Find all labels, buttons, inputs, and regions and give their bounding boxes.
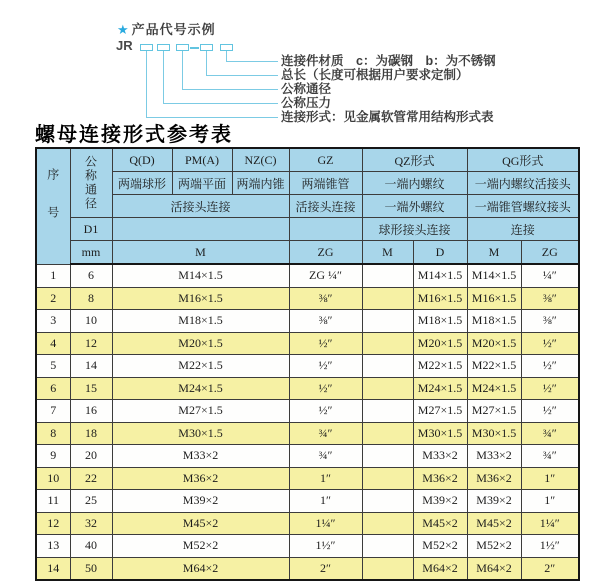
header-group-code: QZ形式 xyxy=(362,148,467,172)
label-nominal-diameter: 公称通径 xyxy=(281,82,332,96)
cell-gz: ⅜″ xyxy=(289,310,362,333)
cell-no: 2 xyxy=(36,287,70,310)
cell-no: 10 xyxy=(36,467,70,490)
cell-qg_zg: 2″ xyxy=(521,557,579,580)
cell-qg_m: M45×2 xyxy=(467,512,521,535)
cell-no: 8 xyxy=(36,422,70,445)
cell-dn: 16 xyxy=(70,400,112,423)
cell-no: 14 xyxy=(36,557,70,580)
header-group-code: QG形式 xyxy=(467,148,579,172)
cell-gz: ¾″ xyxy=(289,445,362,468)
table-header xyxy=(36,148,579,264)
cell-qz_m xyxy=(362,490,413,513)
cell-qz_d: M27×1.5 xyxy=(413,400,467,423)
label-nominal-pressure: 公称压力 xyxy=(281,96,332,110)
cell-gz: ½″ xyxy=(289,355,362,378)
cell-qg_m: M30×1.5 xyxy=(467,422,521,445)
table-row xyxy=(36,377,579,400)
cell-m: M30×1.5 xyxy=(112,422,289,445)
label-material: 连接件材质 c：为碳钢 b：为不锈钢 xyxy=(281,54,496,68)
cell-m: M18×1.5 xyxy=(112,310,289,333)
cell-gz: 1″ xyxy=(289,490,362,513)
table-row xyxy=(36,490,579,513)
cell-qg_m: M52×2 xyxy=(467,535,521,558)
cell-gz: 2″ xyxy=(289,557,362,580)
header-unit: M xyxy=(112,241,289,265)
cell-qg_zg: ½″ xyxy=(521,332,579,355)
table-row xyxy=(36,557,579,580)
table-row xyxy=(36,445,579,468)
cell-qz_m xyxy=(362,264,413,287)
cell-qg_m: M20×1.5 xyxy=(467,332,521,355)
cell-qz_d: M39×2 xyxy=(413,490,467,513)
cell-gz: ½″ xyxy=(289,377,362,400)
header-connection: 活接头连接 xyxy=(289,195,362,218)
cell-qz_d: M64×2 xyxy=(413,557,467,580)
table-body xyxy=(36,264,579,580)
table-row xyxy=(36,535,579,558)
cell-m: M52×2 xyxy=(112,535,289,558)
cell-qz_m xyxy=(362,332,413,355)
cell-dn: 8 xyxy=(70,287,112,310)
cell-qz_d: M16×1.5 xyxy=(413,287,467,310)
cell-qg_zg: 1¼″ xyxy=(521,512,579,535)
header-unit: ZG xyxy=(289,241,362,265)
nut-connection-reference-table xyxy=(35,147,580,581)
cell-qz_m xyxy=(362,445,413,468)
cell-no: 11 xyxy=(36,490,70,513)
table-row xyxy=(36,512,579,535)
cell-m: M16×1.5 xyxy=(112,287,289,310)
header-connection: 球形接头连接 xyxy=(362,218,467,241)
code-box xyxy=(157,44,170,51)
header-group-code: GZ xyxy=(289,148,362,172)
header-unit: M xyxy=(362,241,413,265)
cell-qz_m xyxy=(362,287,413,310)
cell-dn: 10 xyxy=(70,310,112,333)
star-icon: ★ xyxy=(117,22,130,37)
cell-dn: 22 xyxy=(70,467,112,490)
cell-dn: 50 xyxy=(70,557,112,580)
table-row xyxy=(36,467,579,490)
cell-qg_zg: 1″ xyxy=(521,467,579,490)
cell-qg_zg: ½″ xyxy=(521,400,579,423)
cell-gz: ½″ xyxy=(289,400,362,423)
cell-m: M64×2 xyxy=(112,557,289,580)
header-blank xyxy=(289,218,362,241)
header-connection: 连接 xyxy=(467,218,579,241)
cell-qg_m: M39×2 xyxy=(467,490,521,513)
cell-qz_m xyxy=(362,310,413,333)
cell-m: M45×2 xyxy=(112,512,289,535)
header-seq: 序号 xyxy=(36,148,70,264)
header-connection: 活接头连接 xyxy=(112,195,289,218)
cell-no: 5 xyxy=(36,355,70,378)
cell-dn: 14 xyxy=(70,355,112,378)
cell-gz: ⅜″ xyxy=(289,287,362,310)
cell-no: 6 xyxy=(36,377,70,400)
cell-qz_m xyxy=(362,467,413,490)
label-connection-form: 连接形式：见金属软管常用结构形式表 xyxy=(281,110,494,124)
cell-gz: 1½″ xyxy=(289,535,362,558)
cell-dn: 32 xyxy=(70,512,112,535)
cell-qz_m xyxy=(362,400,413,423)
header-unit: M xyxy=(467,241,521,265)
cell-gz: ½″ xyxy=(289,332,362,355)
cell-gz: 1″ xyxy=(289,467,362,490)
cell-qz_d: M14×1.5 xyxy=(413,264,467,287)
cell-dn: 6 xyxy=(70,264,112,287)
header-end-type: 一端内螺纹 xyxy=(362,172,467,195)
header-group-code: NZ(C) xyxy=(232,148,289,172)
cell-dn: 15 xyxy=(70,377,112,400)
cell-m: M27×1.5 xyxy=(112,400,289,423)
table-title: 螺母连接形式参考表 xyxy=(35,124,233,146)
header-unit: ZG xyxy=(521,241,579,265)
cell-qg_m: M18×1.5 xyxy=(467,310,521,333)
cell-qz_d: M36×2 xyxy=(413,467,467,490)
code-box xyxy=(176,44,189,51)
header-unit: D xyxy=(413,241,467,265)
cell-qz_m xyxy=(362,557,413,580)
cell-m: M39×2 xyxy=(112,490,289,513)
cell-qg_zg: ½″ xyxy=(521,355,579,378)
cell-qg_m: M24×1.5 xyxy=(467,377,521,400)
header-end-type: 两端平面 xyxy=(172,172,232,195)
table-row xyxy=(36,287,579,310)
cell-qz_d: M45×2 xyxy=(413,512,467,535)
cell-qz_m xyxy=(362,377,413,400)
header-mm: mm xyxy=(70,241,112,265)
cell-qg_m: M16×1.5 xyxy=(467,287,521,310)
cell-qg_m: M22×1.5 xyxy=(467,355,521,378)
code-prefix: JR xyxy=(116,38,133,53)
cell-qz_d: M30×1.5 xyxy=(413,422,467,445)
leader-line xyxy=(146,51,278,118)
cell-qg_zg: ½″ xyxy=(521,377,579,400)
cell-qz_d: M18×1.5 xyxy=(413,310,467,333)
cell-m: M36×2 xyxy=(112,467,289,490)
table-row xyxy=(36,310,579,333)
cell-qg_m: M27×1.5 xyxy=(467,400,521,423)
cell-qg_zg: ¼″ xyxy=(521,264,579,287)
header-end-type: 两端内锥 xyxy=(232,172,289,195)
cell-qz_d: M20×1.5 xyxy=(413,332,467,355)
cell-m: M14×1.5 xyxy=(112,264,289,287)
cell-m: M33×2 xyxy=(112,445,289,468)
cell-dn: 40 xyxy=(70,535,112,558)
cell-no: 12 xyxy=(36,512,70,535)
header-end-type: 两端球形 xyxy=(112,172,172,195)
cell-qg_m: M64×2 xyxy=(467,557,521,580)
header-end-type: 一端外螺纹 xyxy=(362,195,467,218)
cell-qz_d: M24×1.5 xyxy=(413,377,467,400)
cell-qz_m xyxy=(362,512,413,535)
diagram-heading-text: 产品代号示例 xyxy=(131,22,216,37)
label-total-length: 总长（长度可根据用户要求定制） xyxy=(281,68,469,82)
cell-no: 3 xyxy=(36,310,70,333)
cell-qg_zg: ¾″ xyxy=(521,445,579,468)
cell-m: M24×1.5 xyxy=(112,377,289,400)
cell-dn: 20 xyxy=(70,445,112,468)
table-row xyxy=(36,355,579,378)
cell-dn: 12 xyxy=(70,332,112,355)
cell-qz_m xyxy=(362,422,413,445)
cell-qg_zg: 1″ xyxy=(521,490,579,513)
cell-qz_d: M52×2 xyxy=(413,535,467,558)
cell-dn: 25 xyxy=(70,490,112,513)
cell-no: 4 xyxy=(36,332,70,355)
header-blank xyxy=(112,218,289,241)
cell-dn: 18 xyxy=(70,422,112,445)
code-box xyxy=(220,44,233,51)
diagram-heading xyxy=(117,19,216,38)
header-end-type: 一端内螺纹活接头 xyxy=(467,172,579,195)
cell-m: M22×1.5 xyxy=(112,355,289,378)
cell-no: 1 xyxy=(36,264,70,287)
table-row xyxy=(36,264,579,287)
cell-no: 7 xyxy=(36,400,70,423)
cell-gz: ¾″ xyxy=(289,422,362,445)
cell-qg_zg: ⅜″ xyxy=(521,310,579,333)
cell-qg_m: M14×1.5 xyxy=(467,264,521,287)
table-row xyxy=(36,400,579,423)
cell-no: 13 xyxy=(36,535,70,558)
cell-qg_m: M33×2 xyxy=(467,445,521,468)
code-box xyxy=(140,44,153,51)
cell-gz: 1¼″ xyxy=(289,512,362,535)
cell-gz: ZG ¼″ xyxy=(289,264,362,287)
header-dn: 公称通径 xyxy=(70,148,112,218)
cell-qg_zg: 1½″ xyxy=(521,535,579,558)
code-dash xyxy=(190,47,199,49)
code-box xyxy=(200,44,213,51)
cell-qz_m xyxy=(362,535,413,558)
header-end-type: 一端锥管螺纹接头 xyxy=(467,195,579,218)
cell-m: M20×1.5 xyxy=(112,332,289,355)
cell-qg_m: M36×2 xyxy=(467,467,521,490)
header-group-code: Q(D) xyxy=(112,148,172,172)
cell-no: 9 xyxy=(36,445,70,468)
table-row xyxy=(36,332,579,355)
table-row xyxy=(36,422,579,445)
cell-qz_d: M22×1.5 xyxy=(413,355,467,378)
header-end-type: 两端锥管 xyxy=(289,172,362,195)
cell-qz_d: M33×2 xyxy=(413,445,467,468)
cell-qz_m xyxy=(362,355,413,378)
header-d1: D1 xyxy=(70,218,112,241)
header-group-code: PM(A) xyxy=(172,148,232,172)
cell-qg_zg: ⅜″ xyxy=(521,287,579,310)
cell-qg_zg: ¾″ xyxy=(521,422,579,445)
